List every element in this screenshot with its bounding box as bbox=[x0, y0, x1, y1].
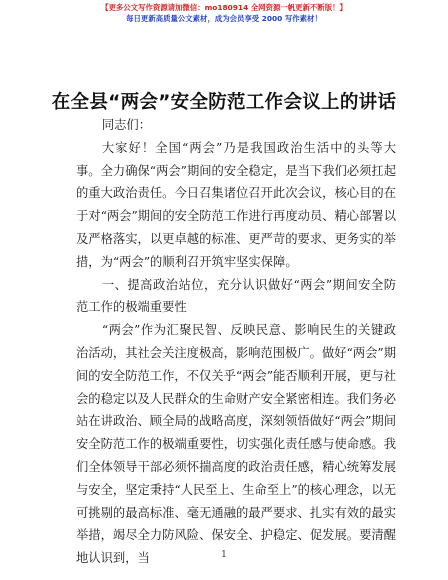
paragraph-opening: 大家好！全国“两会”乃是我国政治生活中的头等大事。全力确保“两会”期间的安全稳定，是当下我们必须扛起的重大政治责任。今日召集诸位召开此次会议，核心目的在于对“两会”期间的安全防范工作进行再度动员、精心部署以及严格落实，以更卓越的标准、更严苛的要求、更务实的举措，为“两会”的顺利召开筑牢坚实保障。 bbox=[76, 140, 396, 269]
section-heading-1: 一、提高政治站位，充分认识做好“两会”期间安全防范工作的极端重要性 bbox=[76, 277, 396, 315]
page-number: 1 bbox=[221, 550, 227, 560]
promo-banner-line-1: 【更多公文写作资源请加微信：mo180914 全网资源一帆更新不断版！】 bbox=[101, 3, 347, 12]
promo-banner bbox=[0, 2, 448, 24]
document-title: 在全县“两会”安全防范工作会议上的讲话 bbox=[51, 92, 397, 113]
paragraph-section-1: “两会”作为汇聚民智、反映民意、影响民生的关键政治活动，其社会关注度极高，影响范围极广。做好“两会”期间的安全防范工作，不仅关乎“两会”能否顺利开展，更与社会的稳定以及人民群众的生命财产安全紧密相连。我们务必站在讲政治、顾全局的战略高度，深刻领悟做好“两会”期间安全防范工作的极端重要性，切实强化责任感与使命感。我们全体领导干部必须怀揣高度的政治责任感，精心统筹发展与安全，坚定秉持“人民至上、生命至上”的核心理念，以无可挑剔的最高标准、毫无通融的最严要求、扎实有效的最实举措，竭尽全力防风险、保安全、护稳定、促发展。要清醒地认识到，当 bbox=[76, 323, 396, 566]
document-body bbox=[76, 114, 396, 570]
salutation: 同志们： bbox=[101, 118, 152, 132]
promo-banner-line-2: 每日更新高质量公文素材，成为会员享受 2000 写作素材！ bbox=[126, 14, 322, 23]
